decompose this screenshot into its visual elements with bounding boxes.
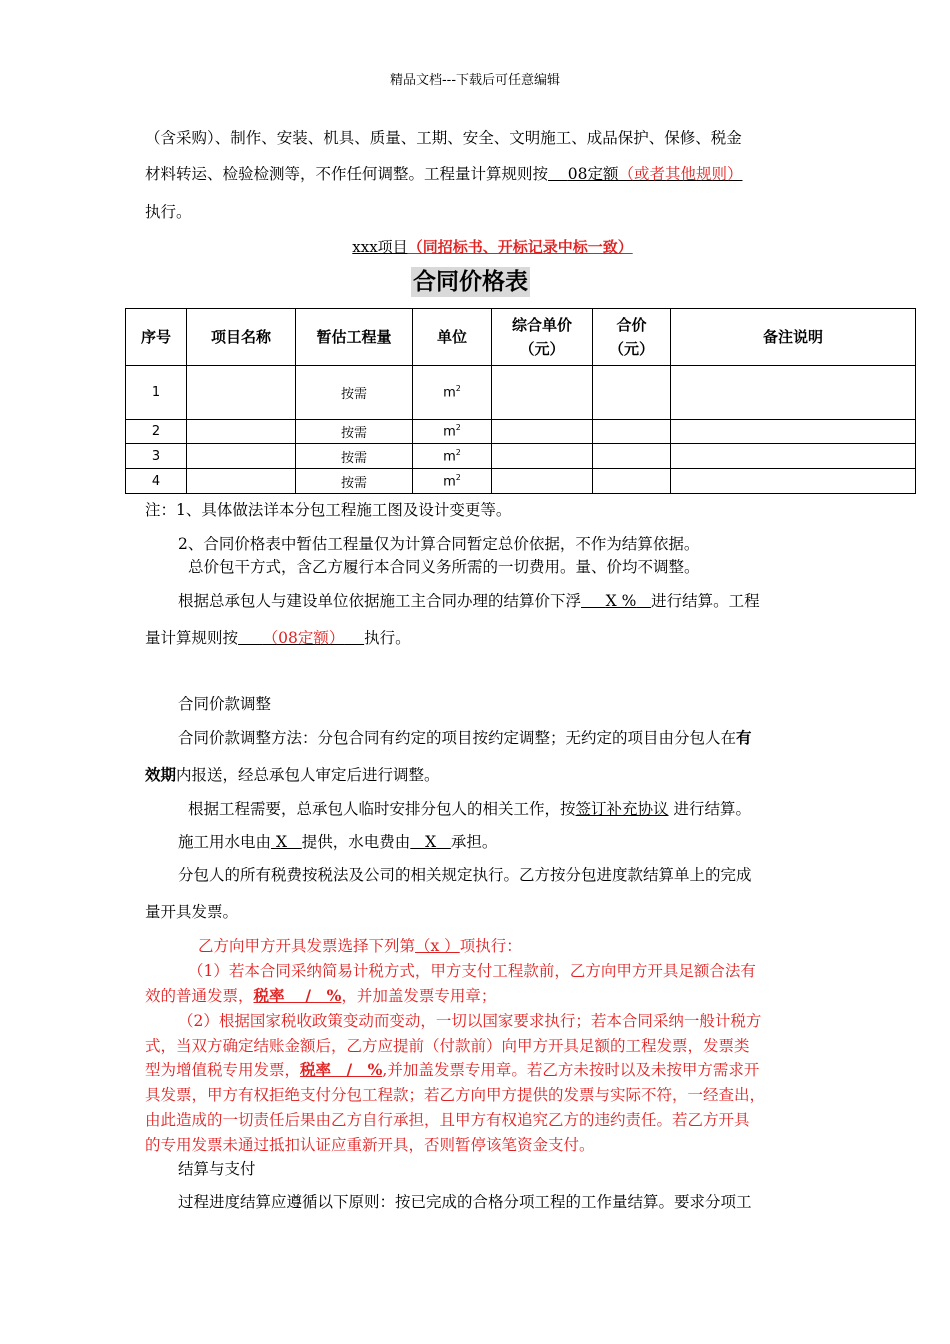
header-unit-price: 综合单价 （元） xyxy=(492,309,593,366)
header-quantity: 暂估工程量 xyxy=(296,309,413,366)
header-no: 序号 xyxy=(126,309,187,366)
header-total-price: 合价 （元） xyxy=(593,309,671,366)
note-1: 注：1、具体做法详本分包工程施工图及设计变更等。 xyxy=(145,501,512,519)
settle-heading: 结算与支付 xyxy=(178,1160,256,1178)
invoice-line-2: （1）若本合同采纳简易计税方式，甲方支付工程款前，乙方向甲方开具足额合法有 xyxy=(188,962,756,980)
invoice-line-4: （2）根据国家税收政策变动而变动，一切以国家要求执行；若本合同采纳一般计税方 xyxy=(178,1012,762,1030)
adjust-para-3: 根据工程需要，总承包人临时安排分包人的相关工作，按签订补充协议 进行结算。 xyxy=(188,800,751,818)
header-remarks: 备注说明 xyxy=(671,309,916,366)
note-3: 总价包干方式，含乙方履行本合同义务所需的一切费用。量、价均不调整。 xyxy=(188,558,700,576)
page-header: 精品文档---下载后可任意编辑 xyxy=(389,73,561,88)
invoice-line-3: 效的普通发票，税率 / %，并加盖发票专用章； xyxy=(145,986,497,1005)
adjust-para-1: 合同价款调整方法：分包合同有约定的项目按约定调整；无约定的项目由分包人在有 xyxy=(178,728,752,747)
invoice-line-7: 具发票，甲方有权拒绝支付分包工程款；若乙方向甲方提供的发票与实际不符，一经查出， xyxy=(145,1086,766,1104)
intro-line-1: （含采购）、制作、安装、机具、质量、工期、安全、文明施工、成品保护、保修、税金 xyxy=(145,129,742,147)
adjust-heading: 合同价款调整 xyxy=(178,695,272,713)
intro-line-3: 执行。 xyxy=(145,203,192,221)
invoice-line-8: 由此造成的一切责任后果由乙方自行承担，且甲方有权追究乙方的违约责任。若乙方开具 xyxy=(145,1111,750,1129)
note-2: 2、合同价格表中暂估工程量仅为计算合同暂定总价依据，不作为结算依据。 xyxy=(178,535,700,553)
adjust-para-6: 量开具发票。 xyxy=(145,903,239,921)
table-header-row xyxy=(126,309,916,366)
adjust-para-4: 施工用水电由 X 提供，水电费由 X 承担。 xyxy=(178,833,498,851)
adjust-para-2: 效期内报送，经总承包人审定后进行调整。 xyxy=(145,765,440,784)
table-row: 3 按需 $m^2$ xyxy=(126,444,916,469)
header-item-name: 项目名称 xyxy=(187,309,296,366)
intro-text: 材料转运、检验检测等，不作任何调整。工程量计算规则按 xyxy=(145,165,549,183)
invoice-line-5: 式，当双方确定结账金额后，乙方应提前（付款前）向甲方开具足额的工程发票，发票类 xyxy=(145,1037,750,1055)
rule-value: 08定额（或者其他规则） xyxy=(567,165,743,183)
adjust-para-5: 分包人的所有税费按税法及公司的相关规定执行。乙方按分包进度款结算单上的完成 xyxy=(178,866,752,884)
note-5: 量计算规则按 （08定额） 执行。 xyxy=(145,629,411,647)
invoice-line-1: 乙方向甲方开具发票选择下列第（x ）项执行： xyxy=(198,937,522,955)
project-title: xxx项目（同招标书、开标记录中标一致） xyxy=(352,238,633,256)
invoice-line-6: 型为增值税专用发票，税率 / %,并加盖发票专用章。若乙方未按时以及未按甲方需求开 xyxy=(145,1060,760,1079)
invoice-line-9: 的专用发票未通过抵扣认证应重新开具，否则暂停该笔资金支付。 xyxy=(145,1136,595,1154)
table-row: 1 按需 $m^2$ xyxy=(126,366,916,420)
table-row: 2 按需 $m^2$ xyxy=(126,420,916,444)
settle-para-1: 过程进度结算应遵循以下原则：按已完成的合格分项工程的工作量结算。要求分项工 xyxy=(178,1193,752,1211)
intro-line-2 xyxy=(145,164,742,184)
table-title: 合同价格表 xyxy=(413,269,528,295)
header-unit: 单位 xyxy=(413,309,492,366)
note-4: 根据总承包人与建设单位依据施工主合同办理的结算价下浮 X % 进行结算。工程 xyxy=(178,592,760,610)
table-row: 4 按需 $m^2$ xyxy=(126,469,916,494)
price-table xyxy=(125,308,916,494)
